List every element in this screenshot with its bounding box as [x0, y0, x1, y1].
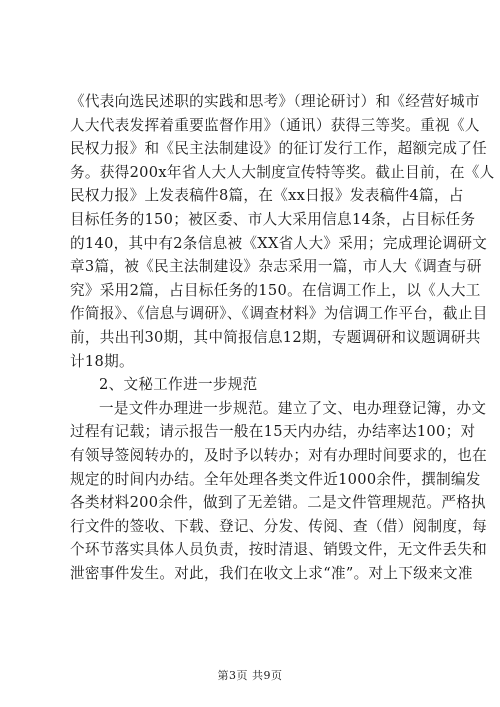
text-line: 过程有记载；请示报告一般在15天内办结，办结率达100；对 — [70, 423, 476, 441]
text-line: 民权力报》和《民主法制建设》的征订发行工作，超额完成了任 — [70, 140, 488, 158]
text-line: 务。获得200x年省人大人大制度宣传特等奖。截止目前，在《人 — [70, 163, 495, 181]
text-line: 规定的时间内办结。全年处理各类文件近1000余件，撰制编发 — [70, 470, 481, 488]
text-line: 民权力报》上发表稿件8篇，在《xx日报》发表稿件4篇，占 — [70, 187, 464, 205]
text-line: 目标任务的150；被区委、市人大采用信息14条，占目标任务 — [70, 210, 476, 228]
text-line: 计18期。 — [70, 352, 134, 370]
page-footer: 第3页 共9页 — [217, 669, 283, 682]
text-line: 各类材料200余件，做到了无差错。二是文件管理规范。严格执 — [70, 494, 486, 512]
text-line: 个环节落实具体人员负责，按时清退、销毁文件，无文件丢失和 — [70, 541, 488, 559]
text-line: 前，共出刊30期，其中简报信息12期，专题调研和议题调研共 — [70, 328, 481, 346]
paragraph-first-line: 一是文件办理进一步规范。建立了文、电办理登记簿，办文 — [99, 399, 487, 417]
body-text — [70, 90, 495, 585]
text-line: 人大代表发挥着重要监督作用》（通讯）获得三等奖。重视《人 — [70, 116, 480, 134]
text-line: 究》采用2篇，占目标任务的150。在信调工作上，以《人大工 — [70, 281, 481, 299]
text-line: 行文件的签收、下载、登记、分发、传阅、查（借）阅制度，每 — [70, 517, 488, 535]
text-line: 泄密事件发生。对此，我们在收文上求“准”。对上下级来文准 — [70, 564, 473, 582]
text-line: 有领导签阅转办的，及时予以转办；对有办理时间要求的，也在 — [70, 446, 488, 464]
text-line: 《代表向选民述职的实践和思考》（理论研讨）和《经营好城市 — [70, 93, 480, 110]
section-heading: 2、文秘工作进一步规范 — [99, 376, 258, 394]
text-line: 章3篇，被《民主法制建设》杂志采用一篇，市人大《调查与研 — [70, 258, 482, 276]
text-line: 作简报》、《信息与调研》、《调查材料》为信调工作平台，截止目 — [70, 305, 488, 323]
text-line: 的140，其中有2条信息被《XX省人大》采用；完成理论调研文 — [70, 234, 488, 252]
